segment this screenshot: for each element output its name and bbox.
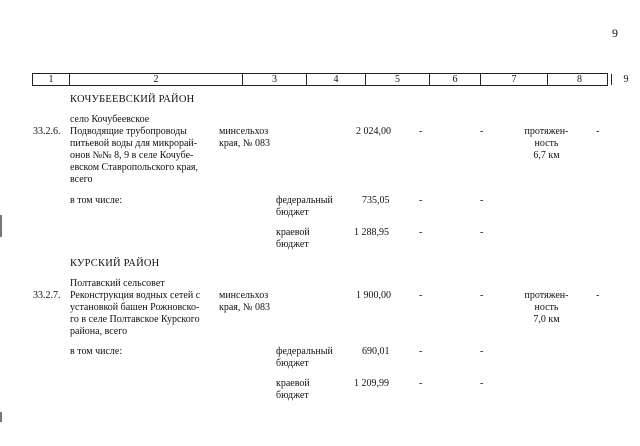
entry-description-line: го в селе Полтавское Курского [70, 314, 200, 325]
column-header-3: 3 [272, 74, 277, 85]
col7-value: - [480, 378, 484, 389]
column-header-7: 7 [511, 74, 517, 85]
col6-value: - [419, 195, 423, 206]
customer-line: минсельхоз [219, 126, 269, 137]
entry-description-line: установкой башен Рожновско- [70, 302, 200, 313]
scan-edge-mark [0, 412, 2, 422]
column-header-6: 6 [452, 74, 458, 85]
capacity-line: 7,0 км [533, 314, 560, 325]
page-number: 9 [612, 26, 618, 40]
district-heading: КУРСКИЙ РАЙОН [70, 258, 160, 269]
column-header-4: 4 [333, 74, 339, 85]
column-header-5: 5 [395, 74, 400, 85]
column-header-1: 1 [48, 74, 54, 85]
capacity-line: 6,7 км [533, 150, 560, 161]
total-amount: 2 024,00 [356, 126, 391, 137]
col9-value: - [596, 290, 600, 301]
funding-amount: 1 288,95 [354, 227, 389, 238]
locality-name: Полтавский сельсовет [70, 278, 165, 289]
funding-amount: 735,05 [362, 195, 390, 206]
entry-description-line: питьевой воды для микрорай- [70, 138, 198, 149]
capacity-line: ность [534, 302, 559, 313]
entry-description-line: онов №№ 8, 9 в селе Кочубе- [70, 150, 194, 161]
total-amount: 1 900,00 [356, 290, 391, 301]
col7-value: - [480, 227, 484, 238]
customer-line: края, № 083 [219, 302, 270, 313]
entry-description-line: всего [70, 174, 93, 185]
entry-code: 33.2.7. [33, 290, 61, 301]
funding-source: краевой [276, 227, 310, 238]
funding-source: федеральный [276, 346, 333, 357]
including-label: в том числе: [70, 346, 123, 357]
entry-description-line: Реконструкция водных сетей с [70, 290, 201, 301]
column-header-2: 2 [153, 74, 159, 85]
capacity-line: ность [534, 138, 559, 149]
customer-line: минсельхоз [219, 290, 269, 301]
capacity-line: протяжен- [524, 126, 569, 137]
col7-value: - [480, 346, 484, 357]
locality-name: село Кочубеевское [70, 114, 150, 125]
entry-code: 33.2.6. [33, 126, 61, 137]
funding-source: бюджет [276, 207, 309, 218]
including-label: в том числе: [70, 195, 123, 206]
funding-amount: 690,01 [362, 346, 390, 357]
col7-value: - [480, 126, 484, 137]
funding-source: федеральный [276, 195, 333, 206]
scan-edge-mark [0, 215, 2, 237]
col6-value: - [419, 346, 423, 357]
col6-value: - [419, 290, 423, 301]
col6-value: - [419, 126, 423, 137]
entry-description-line: района, всего [70, 326, 128, 337]
col6-value: - [419, 227, 423, 238]
funding-source: бюджет [276, 358, 309, 369]
col7-value: - [480, 290, 484, 301]
customer-line: края, № 083 [219, 138, 270, 149]
column-header-8: 8 [577, 74, 582, 85]
col9-value: - [596, 126, 600, 137]
capacity-line: протяжен- [524, 290, 569, 301]
column-header-row [32, 73, 629, 86]
entry-description-line: Подводящие трубопроводы [70, 126, 187, 137]
column-header-9: 9 [623, 74, 629, 85]
col7-value: - [480, 195, 484, 206]
funding-amount: 1 209,99 [354, 378, 389, 389]
entry-description-line: евском Ставропольского края, [70, 162, 199, 173]
funding-source: бюджет [276, 390, 309, 401]
funding-source: бюджет [276, 239, 309, 250]
funding-source: краевой [276, 378, 310, 389]
col6-value: - [419, 378, 423, 389]
district-heading: КОЧУБЕЕВСКИЙ РАЙОН [70, 94, 195, 105]
